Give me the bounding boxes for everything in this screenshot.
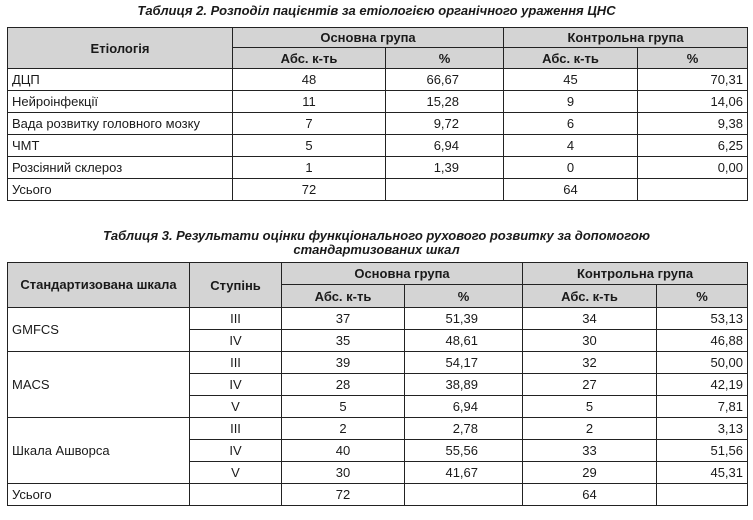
row-label: Розсіяний склероз: [8, 157, 233, 179]
etiology-table: [7, 27, 748, 201]
table-row: [8, 91, 748, 113]
scale-label: MACS: [8, 352, 190, 418]
table-row: [8, 69, 748, 91]
ctrl-pct-cell: 6,25: [638, 135, 748, 157]
ctrl-abs-cell: 30: [523, 330, 657, 352]
header-main-pct: %: [386, 48, 504, 69]
empty-cell: [405, 484, 523, 506]
ctrl-pct-cell: 50,00: [657, 352, 748, 374]
stage-cell: V: [190, 462, 282, 484]
table-row: [8, 135, 748, 157]
ctrl-pct-cell: 70,31: [638, 69, 748, 91]
ctrl-abs-cell: 5: [523, 396, 657, 418]
main-pct-cell: 1,39: [386, 157, 504, 179]
main-pct-cell: 38,89: [405, 374, 523, 396]
stage-cell: III: [190, 308, 282, 330]
ctrl-abs-cell: 29: [523, 462, 657, 484]
empty-cell: [190, 484, 282, 506]
ctrl-abs-cell: 9: [504, 91, 638, 113]
stage-cell: IV: [190, 330, 282, 352]
row-label: ДЦП: [8, 69, 233, 91]
header-main-pct: %: [405, 285, 523, 308]
stage-cell: IV: [190, 374, 282, 396]
ctrl-abs-cell: 2: [523, 418, 657, 440]
main-abs-cell: 5: [233, 135, 386, 157]
header-scale: Стандартизована шкала: [8, 263, 190, 308]
main-pct-cell: 55,56: [405, 440, 523, 462]
ctrl-pct-cell: 9,38: [638, 113, 748, 135]
ctrl-pct-cell: 7,81: [657, 396, 748, 418]
ctrl-abs-cell: 32: [523, 352, 657, 374]
stage-cell: III: [190, 418, 282, 440]
table-row: [8, 352, 748, 374]
main-abs-cell: 5: [282, 396, 405, 418]
row-label: ЧМТ: [8, 135, 233, 157]
main-pct-cell: 51,39: [405, 308, 523, 330]
main-pct-cell: 6,94: [386, 135, 504, 157]
table3-caption: [0, 229, 753, 257]
stage-cell: III: [190, 352, 282, 374]
row-label: Вада розвитку головного мозку: [8, 113, 233, 135]
header-etiology: Етіологія: [8, 28, 233, 69]
ctrl-pct-cell: 14,06: [638, 91, 748, 113]
header-ctrl-pct: %: [657, 285, 748, 308]
total-row: [8, 484, 748, 506]
main-abs-cell: 48: [233, 69, 386, 91]
header-control-group: Контрольна група: [504, 28, 748, 48]
ctrl-pct-cell: 45,31: [657, 462, 748, 484]
table-row: [8, 157, 748, 179]
header-ctrl-abs: Абс. к-ть: [523, 285, 657, 308]
main-pct-cell: 54,17: [405, 352, 523, 374]
total-ctrl-abs: 64: [504, 179, 638, 201]
header-control-group: Контрольна група: [523, 263, 748, 285]
header-ctrl-pct: %: [638, 48, 748, 69]
main-pct-cell: 9,72: [386, 113, 504, 135]
ctrl-pct-cell: 3,13: [657, 418, 748, 440]
empty-cell: [638, 179, 748, 201]
main-abs-cell: 40: [282, 440, 405, 462]
main-abs-cell: 2: [282, 418, 405, 440]
ctrl-abs-cell: 27: [523, 374, 657, 396]
ctrl-abs-cell: 33: [523, 440, 657, 462]
total-main-abs: 72: [282, 484, 405, 506]
table-row: [8, 418, 748, 440]
table-row: [8, 113, 748, 135]
main-abs-cell: 30: [282, 462, 405, 484]
main-pct-cell: 48,61: [405, 330, 523, 352]
empty-cell: [657, 484, 748, 506]
main-pct-cell: 41,67: [405, 462, 523, 484]
main-abs-cell: 7: [233, 113, 386, 135]
stage-cell: IV: [190, 440, 282, 462]
total-main-abs: 72: [233, 179, 386, 201]
ctrl-pct-cell: 46,88: [657, 330, 748, 352]
table3-caption-line1: Таблиця 3. Результати оцінки функціонального рухового розвитку за допомогою: [102, 228, 651, 243]
main-abs-cell: 35: [282, 330, 405, 352]
main-abs-cell: 28: [282, 374, 405, 396]
empty-cell: [386, 179, 504, 201]
header-main-group: Основна група: [282, 263, 523, 285]
table3-caption-line2: стандартизованих шкал: [293, 242, 460, 257]
header-main-abs: Абс. к-ть: [282, 285, 405, 308]
scale-label: Шкала Ашворса: [8, 418, 190, 484]
ctrl-pct-cell: 42,19: [657, 374, 748, 396]
ctrl-abs-cell: 45: [504, 69, 638, 91]
ctrl-pct-cell: 0,00: [638, 157, 748, 179]
ctrl-abs-cell: 34: [523, 308, 657, 330]
main-abs-cell: 1: [233, 157, 386, 179]
header-main-abs: Абс. к-ть: [233, 48, 386, 69]
scale-label: GMFCS: [8, 308, 190, 352]
main-pct-cell: 15,28: [386, 91, 504, 113]
ctrl-abs-cell: 0: [504, 157, 638, 179]
header-main-group: Основна група: [233, 28, 504, 48]
main-pct-cell: 66,67: [386, 69, 504, 91]
total-label: Усього: [8, 179, 233, 201]
main-abs-cell: 37: [282, 308, 405, 330]
main-pct-cell: 2,78: [405, 418, 523, 440]
row-label: Нейроінфекції: [8, 91, 233, 113]
table2-caption: Таблиця 2. Розподіл пацієнтів за етіологією органічного ураження ЦНС: [137, 3, 616, 18]
header-stage: Ступінь: [190, 263, 282, 308]
total-ctrl-abs: 64: [523, 484, 657, 506]
main-abs-cell: 11: [233, 91, 386, 113]
ctrl-pct-cell: 53,13: [657, 308, 748, 330]
total-row: [8, 179, 748, 201]
main-pct-cell: 6,94: [405, 396, 523, 418]
total-label: Усього: [8, 484, 190, 506]
header-ctrl-abs: Абс. к-ть: [504, 48, 638, 69]
ctrl-abs-cell: 4: [504, 135, 638, 157]
main-abs-cell: 39: [282, 352, 405, 374]
motor-development-table: [7, 262, 748, 506]
stage-cell: V: [190, 396, 282, 418]
ctrl-pct-cell: 51,56: [657, 440, 748, 462]
ctrl-abs-cell: 6: [504, 113, 638, 135]
table-row: [8, 308, 748, 330]
